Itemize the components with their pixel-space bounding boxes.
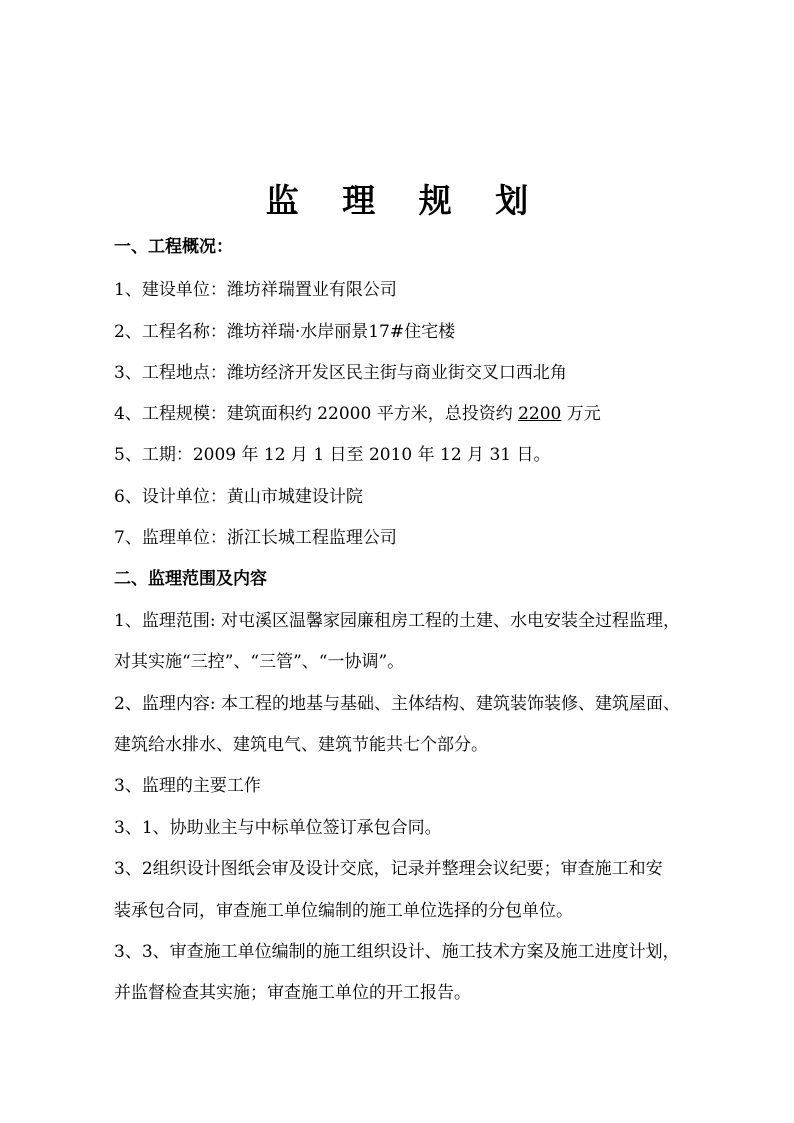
item-scale xyxy=(114,402,734,426)
item-supervisor: 7、监理单位：浙江长城工程监理公司 xyxy=(114,528,397,548)
paragraph-line: 并监督检查其实施；审查施工单位的开工报告。 xyxy=(114,983,471,1003)
paragraph-line: 3、3、审查施工单位编制的施工组织设计、施工技术方案及施工进度计划， xyxy=(114,942,680,962)
section-1-heading: 一、工程概况： xyxy=(114,237,233,257)
item-client: 1、建设单位：潍坊祥瑞置业有限公司 xyxy=(114,280,397,300)
scale-amount: 2200 xyxy=(518,404,562,424)
item-designer: 6、设计单位：黄山市城建设计院 xyxy=(114,487,363,507)
item-schedule: 5、工期：2009 年 12 月 1 日至 2010 年 12 月 31 日。 xyxy=(114,445,551,465)
item-location: 3、工程地点：潍坊经济开发区民主街与商业街交叉口西北角 xyxy=(114,363,567,383)
paragraph-line: 对其实施“三控”、“三管”、“一协调”。 xyxy=(114,652,405,672)
page-title: 监 理 规 划 xyxy=(265,181,545,220)
paragraph-line: 2、监理内容: 本工程的地基与基础、主体结构、建筑装饰装修、建筑屋面、 xyxy=(114,694,680,714)
paragraph-line: 3、2组织设计图纸会审及设计交底，记录并整理会议纪要；审查施工和安 xyxy=(114,859,663,879)
paragraph-line: 3、1、协助业主与中标单位签订承包合同。 xyxy=(114,818,442,838)
paragraph-line: 1、监理范围: 对屯溪区温馨家园廉租房工程的土建、水电安装全过程监理， xyxy=(114,611,680,631)
item-project-name: 2、工程名称：潍坊祥瑞·水岸丽景17#住宅楼 xyxy=(114,322,456,342)
paragraph-line: 3、监理的主要工作 xyxy=(114,776,261,796)
scale-suffix: 万元 xyxy=(561,404,601,424)
paragraph-line: 建筑给水排水、建筑电气、建筑节能共七个部分。 xyxy=(114,735,488,755)
section-2-heading: 二、监理范围及内容 xyxy=(114,569,267,589)
scale-prefix: 4、工程规模：建筑面积约 22000 平方米，总投资约 xyxy=(114,404,519,424)
paragraph-line: 装承包合同，审查施工单位编制的施工单位选择的分包单位。 xyxy=(114,901,573,921)
